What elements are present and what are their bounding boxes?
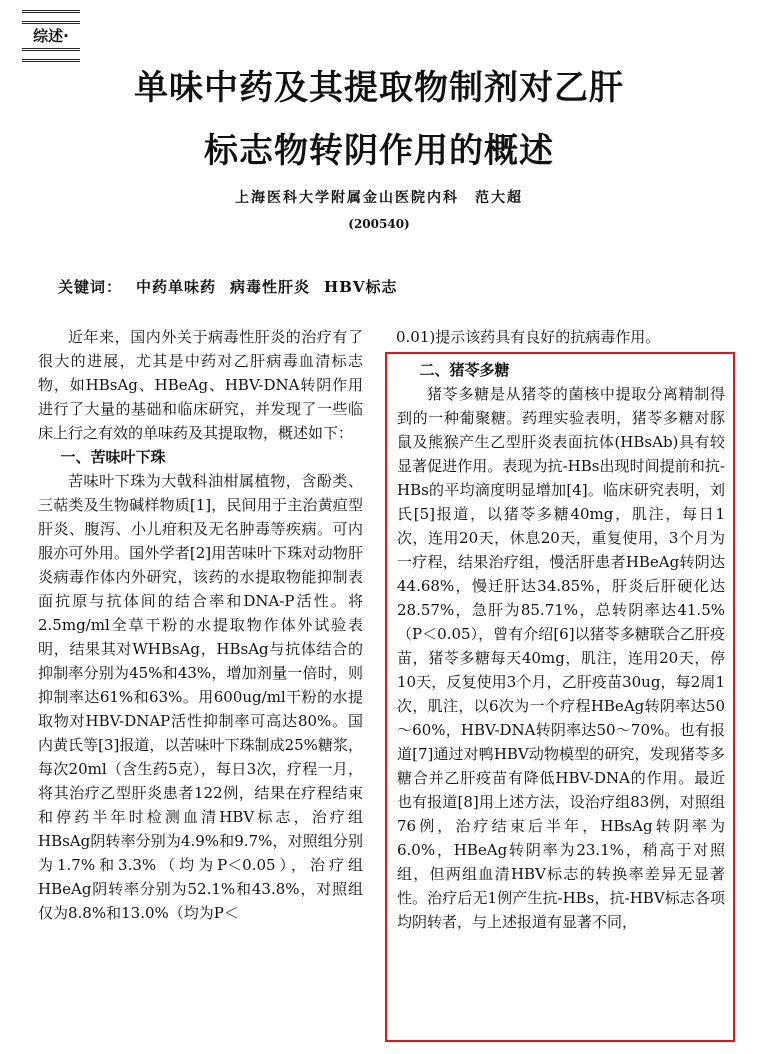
decorative-border-top <box>22 10 80 24</box>
section-tag <box>22 6 80 50</box>
article-title-line1: 单味中药及其提取物制剂对乙肝 <box>134 68 624 108</box>
article-title-line2: 标志物转阴作用的概述 <box>204 131 554 171</box>
continuation-text: 0.01)提示该药具有良好的抗病毒作用。 <box>396 328 661 346</box>
keywords-label: 关键词： <box>58 278 123 296</box>
intro-paragraph: 近年来，国内外关于病毒性肝炎的治疗有了很大的进展，尤其是中药对乙肝病毒血清标志物，如HBsAg、HBeAg、HBV-DNA转阴作用进行了大量的基础和临床研究，并发现了一些临床上行之有效的单味药及其提取物，概述如下： <box>38 328 363 442</box>
section-tag-label: 综述· <box>33 27 69 45</box>
right-column-continuation <box>396 325 726 349</box>
left-column <box>38 325 363 925</box>
keyword: 中药单味药 <box>136 278 217 296</box>
section2-paragraph: 猪苓多糖是从猪苓的菌核中提取分离精制得到的一种葡聚糖。药理实验表明，猪苓多糖对豚鼠及熊猴产生乙型肝炎表面抗体(HBsAb)具有较显著促进作用。表现为抗-HBs出现时间提前和抗-HBs的平均滴度明显增加[4]。临床研究表明，刘氏[5]报道，以猪苓多糖40mg，肌注，每日1次，连用20天，休息20天，重复使用，3个月为一疗程，结果治疗组，慢活肝患者HBeAg转阴达44.68%，慢迁肝达34.85%，肝炎后肝硬化达28.57%，急肝为85.71%，总转阴率达41.5%（P＜0.05），曾有介绍[6]以猪苓多糖联合乙肝疫苗，猪苓多糖每天40mg，肌注，连用20天，停10天，反复使用3个月，乙肝疫苗30ug，每2周1次，肌注，以6次为一个疗程HBeAg转阴率达50～60%，HBV-DNA转阴率达50～70%。也有报道[7]通过对鸭HBV动物模型的研究，发现猪苓多糖合并乙肝疫苗有降低HBV-DNA的作用。最近也有报道[8]用上述方法，设治疗组83例，对照组76例，治疗结束后半年，HBsAg转阴率为6.0%，HBeAg转阴率为23.1%，稍高于对照组，但两组血清HBV标志的转换率差异无显著性。治疗后无1例产生抗-HBs，抗-HBV标志各项均阴转者，与上述报道有显著不同， <box>397 385 725 931</box>
highlighted-section <box>385 352 735 1042</box>
section2-heading: 二、猪苓多糖 <box>419 361 510 379</box>
keyword: 病毒性肝炎 <box>230 278 311 296</box>
keywords-line <box>58 276 398 297</box>
keyword: HBV标志 <box>324 278 398 296</box>
postcode: (200540) <box>348 217 410 231</box>
section1-heading: 一、苦味叶下珠 <box>60 448 166 466</box>
author-affiliation: 上海医科大学附属金山医院内科 范大超 <box>235 190 523 206</box>
section1-paragraph: 苦味叶下珠为大戟科油柑属植物，含酚类、三萜类及生物碱样物质[1]，民间用于主治黄疸型肝炎、腹泻、小儿疳积及无名肿毒等疾病。可内服亦可外用。国外学者[2]用苦味叶下珠对动物肝炎病毒作体内外研究，该药的水提取物能抑制表面抗原与抗体间的结合率和DNA-P活性。将2.5mg/ml全草干粉的水提取物作体外试验表明，结果其对WHBsAg，HBsAg与抗体结合的抑制率分别为45%和43%，增加剂量一倍时，则抑制率达61%和63%。用600ug/ml干粉的水提取物对HBV-DNAP活性抑制率可高达80%。国内黄氏等[3]报道，以苦味叶下珠制成25%糖浆，每次20ml（含生药5克），每日3次，疗程一月，将其治疗乙型肝炎患者122例，结果在疗程结束和停药半年时检测血清HBV标志，治疗组HBsAg阴转率分别为4.9%和9.7%，对照组分别为1.7%和3.3%（均为P＜0.05），治疗组HBeAg阴转率分别为52.1%和43.8%，对照组仅为8.8%和13.0%（均为P＜ <box>38 472 363 922</box>
